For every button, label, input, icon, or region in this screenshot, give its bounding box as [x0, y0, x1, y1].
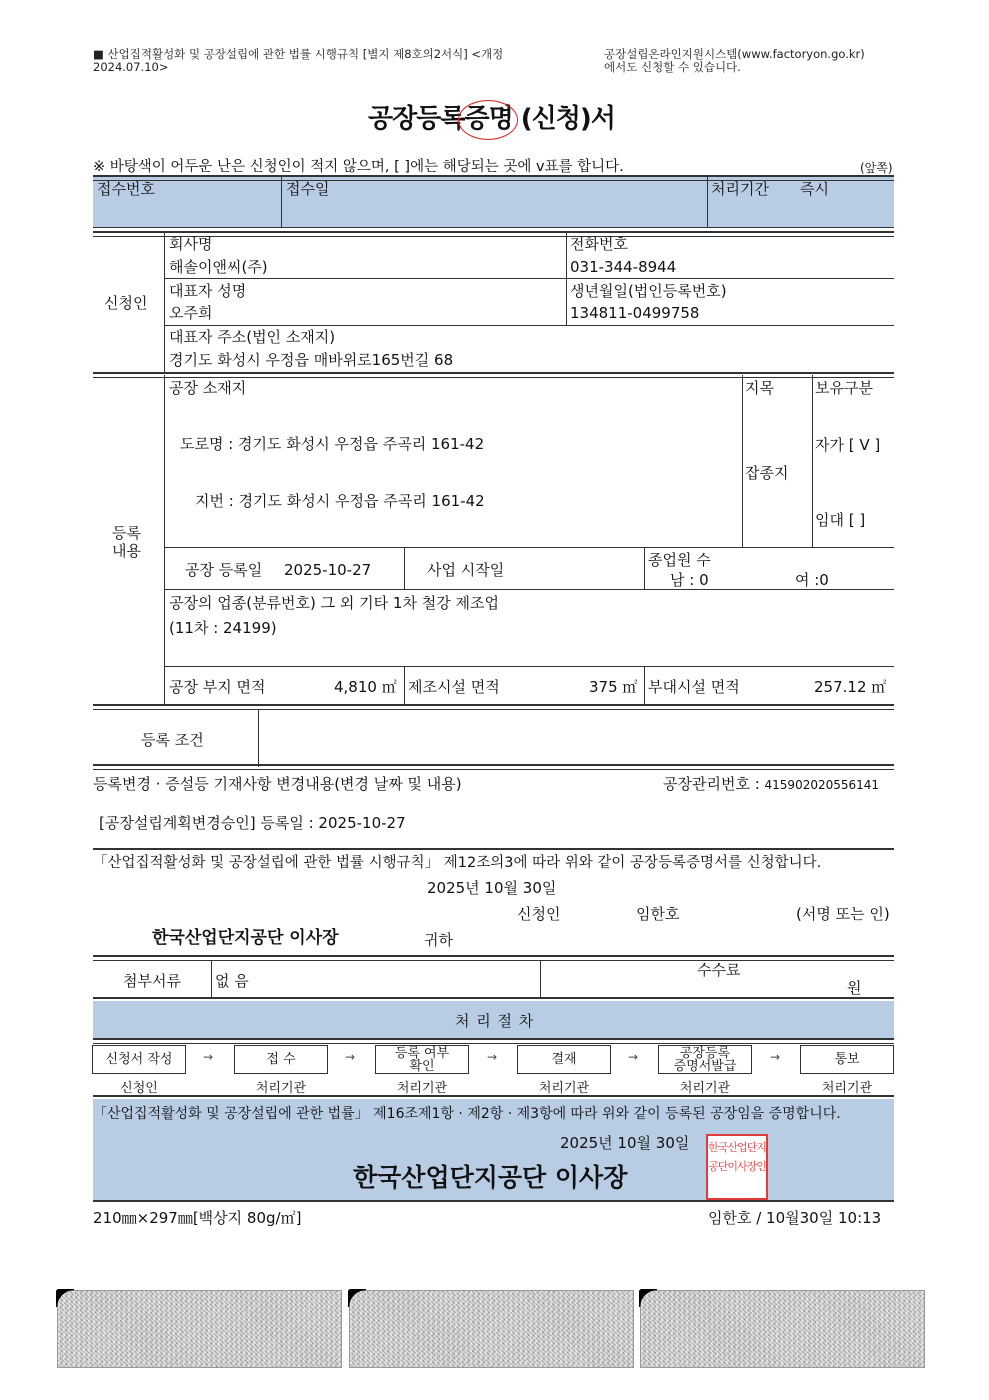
fee-unit: 원	[847, 979, 862, 997]
step-actor: 처리기관	[396, 1081, 448, 1096]
employees-label: 종업원 수	[648, 551, 711, 569]
issued-by-timestamp: 임한호 / 10월30일 10:13	[708, 1209, 882, 1227]
divider	[742, 375, 743, 547]
factory-location-label: 공장 소재지	[169, 379, 247, 397]
birthdate-value: 134811-0499758	[570, 304, 700, 322]
recipient-name: 한국산업단지공단 이사장	[152, 928, 339, 948]
management-number-value: 415902020556141	[764, 778, 880, 792]
procedure-step-approve	[517, 1045, 611, 1074]
arrow-right-icon: →	[203, 1050, 214, 1064]
arrow-right-icon: →	[770, 1050, 781, 1064]
auxiliary-area-label: 부대시설 면적	[648, 678, 740, 696]
step-actor: 신청인	[120, 1081, 158, 1096]
online-system-line2: 에서도 신청할 수 있습니다.	[604, 60, 741, 74]
red-circle-mark	[458, 100, 518, 140]
step-actor: 처리기관	[821, 1081, 873, 1096]
security-barcode	[640, 1290, 925, 1368]
birthdate-label: 생년월일(법인등록번호)	[570, 282, 727, 300]
manufacturing-area-label: 제조시설 면적	[408, 678, 500, 696]
ownership-lease-checkbox: 임대 [ ]	[815, 511, 866, 529]
step-label-line2: 확인	[409, 1058, 435, 1074]
fee-label: 수수료	[697, 961, 741, 979]
applicant-signature-name: 임한호	[636, 905, 680, 923]
divider	[93, 175, 894, 181]
employees-male-value: 남 : 0	[670, 571, 709, 589]
registration-date-label: 공장 등록일	[185, 561, 263, 579]
online-system-line1: 공장설립온라인지원시스템(www.factoryon.go.kr)	[604, 47, 865, 61]
arrow-right-icon: →	[628, 1050, 639, 1064]
procedure-step-issue	[658, 1045, 752, 1074]
step-label: 통보	[834, 1052, 860, 1067]
step-label-line1: 공장등록	[679, 1045, 731, 1061]
attachments-value: 없 음	[215, 972, 249, 990]
divider	[93, 231, 894, 237]
change-history-entry: [공장설립계획변경승인] 등록일 : 2025-10-27	[99, 814, 406, 832]
change-history-label: 등록변경 · 증설등 기재사항 변경내용(변경 날짜 및 내용)	[93, 775, 462, 793]
security-barcode	[349, 1290, 634, 1368]
lot-address-value: 지번 : 경기도 화성시 우정읍 주곡리 161-42	[195, 492, 485, 510]
step-label: 신청서 작성	[105, 1052, 173, 1067]
divider	[404, 666, 405, 704]
divider	[566, 233, 567, 325]
representative-name-label: 대표자 성명	[169, 282, 247, 300]
title-part1: 공장등록	[368, 104, 465, 134]
divider	[164, 233, 165, 373]
title-circled-text: 증명	[464, 104, 513, 134]
procedure-step-apply	[92, 1045, 186, 1074]
seal-text: 한국산업단지공단이사장인	[708, 1141, 766, 1173]
instructions-text: ※ 바탕색이 어두운 난은 신청인이 적지 않으며, [ ]에는 해당되는 곳에 v표를 합니다.	[93, 159, 624, 175]
applicant-section-label: 신청인	[104, 294, 148, 312]
divider	[644, 547, 645, 589]
form-reference-line1: ■ 산업집적활성화 및 공장설립에 관한 법률 시행규칙 [별지 제8호의2서식] <개정	[93, 47, 504, 61]
divider	[164, 589, 894, 590]
divider	[707, 177, 708, 227]
procedure-step-notify	[800, 1045, 894, 1074]
registration-label-line2: 내용	[112, 542, 141, 560]
divider	[93, 764, 894, 770]
ownership-label: 보유구분	[815, 379, 873, 397]
certification-text: 「산업집적활성화 및 공장설립에 관한 법률」 제16조제1항 · 제2항 · 제3항에 따라 위와 같이 등록된 공장임을 증명합니다.	[93, 1106, 841, 1122]
procedure-step-verify	[375, 1045, 469, 1074]
divider	[93, 1038, 894, 1044]
procedure-step-receive	[234, 1045, 328, 1074]
employees-female-value: 여 :0	[795, 571, 829, 589]
divider	[164, 325, 894, 326]
paper-spec: 210㎜×297㎜[백상지 80g/㎡]	[93, 1209, 302, 1227]
representative-address-label: 대표자 주소(법인 소재지)	[169, 328, 336, 346]
step-actor: 처리기관	[679, 1081, 731, 1096]
road-address-value: 도로명 : 경기도 화성시 우정읍 주곡리 161-42	[180, 435, 485, 453]
barcode-corner-icon	[639, 1289, 659, 1309]
manufacturing-area-value: 375 ㎡	[589, 678, 638, 696]
land-category-value: 잡종지	[745, 464, 789, 482]
divider	[258, 710, 259, 767]
processing-period-value: 즉시	[800, 180, 829, 198]
company-name-label: 회사명	[169, 235, 213, 253]
divider	[812, 375, 813, 547]
step-label: 결재	[551, 1052, 577, 1067]
step-actor: 처리기관	[255, 1081, 307, 1096]
divider	[540, 960, 541, 997]
ownership-own-checkbox: 자가 [ V ]	[815, 436, 881, 454]
phone-label: 전화번호	[570, 235, 628, 253]
title-circled	[464, 104, 512, 134]
receipt-number-label: 접수번호	[97, 180, 155, 198]
page-side-label: (앞쪽)	[860, 161, 893, 175]
step-actor: 처리기관	[538, 1081, 590, 1096]
phone-value: 031-344-8944	[570, 258, 677, 276]
registration-conditions-label: 등록 조건	[141, 731, 204, 749]
arrow-right-icon: →	[487, 1050, 498, 1064]
factory-management-number	[663, 775, 879, 793]
form-reference-note	[93, 48, 503, 74]
step-label-line1: 등록 여부	[394, 1045, 450, 1061]
registration-section-label	[112, 524, 141, 560]
certifying-authority: 한국산업단지공단 이사장	[353, 1163, 628, 1192]
divider	[93, 704, 894, 710]
divider	[164, 547, 894, 548]
attachments-label: 첨부서류	[123, 972, 181, 990]
barcode-corner-icon	[348, 1289, 368, 1309]
barcode-corner-icon	[56, 1289, 76, 1309]
declaration-text: 「산업집적활성화 및 공장설립에 관한 법률 시행규칙」 제12조의3에 따라 위와 같이 공장등록증명서를 신청합니다.	[93, 855, 822, 871]
site-area-value: 4,810 ㎡	[334, 678, 397, 696]
receipt-section	[93, 177, 894, 227]
step-label-line2: 증명서발급	[673, 1058, 737, 1074]
certification-date: 2025년 10월 30일	[560, 1134, 690, 1152]
divider	[164, 278, 894, 279]
industry-code-value: (11차 : 24199)	[169, 619, 277, 637]
business-start-label: 사업 시작일	[427, 561, 505, 579]
title-part2: (신청)서	[512, 104, 615, 134]
registration-date-value: 2025-10-27	[284, 561, 372, 579]
divider	[93, 848, 894, 850]
receipt-date-label: 접수일	[286, 180, 330, 198]
divider	[281, 177, 282, 227]
management-number-label: 공장관리번호 :	[663, 775, 765, 793]
divider	[93, 372, 894, 378]
land-category-label: 지목	[745, 379, 774, 397]
divider	[93, 227, 894, 228]
divider	[404, 547, 405, 589]
auxiliary-area-value: 257.12 ㎡	[814, 678, 887, 696]
applicant-signature-label: 신청인	[517, 905, 561, 923]
company-name-value: 해솔이앤씨(주)	[169, 258, 268, 276]
registration-label-line1: 등록	[112, 524, 141, 542]
divider	[93, 1200, 894, 1202]
online-system-note	[604, 48, 865, 74]
representative-name-value: 오주희	[169, 304, 213, 322]
arrow-right-icon: →	[345, 1050, 356, 1064]
divider	[164, 375, 165, 705]
security-barcode	[57, 1290, 342, 1368]
official-seal-icon	[706, 1134, 768, 1200]
divider	[644, 666, 645, 704]
divider	[164, 666, 894, 667]
declaration-date: 2025년 10월 30일	[427, 879, 557, 897]
form-reference-line2: 2024.07.10>	[93, 60, 169, 74]
representative-address-value: 경기도 화성시 우정읍 매바위로165번길 68	[169, 351, 454, 369]
step-label: 접 수	[266, 1052, 296, 1067]
divider	[211, 960, 212, 997]
divider	[93, 955, 894, 961]
procedure-title: 처 리 절 차	[455, 1012, 535, 1030]
site-area-label: 공장 부지 면적	[169, 678, 266, 696]
page-title	[368, 98, 615, 135]
industry-type-value: 공장의 업종(분류번호) 그 외 기타 1차 철강 제조업	[169, 594, 499, 612]
processing-period-label: 처리기간	[711, 180, 769, 198]
recipient-honorific: 귀하	[424, 931, 453, 949]
sign-or-seal-label: (서명 또는 인)	[796, 905, 890, 923]
